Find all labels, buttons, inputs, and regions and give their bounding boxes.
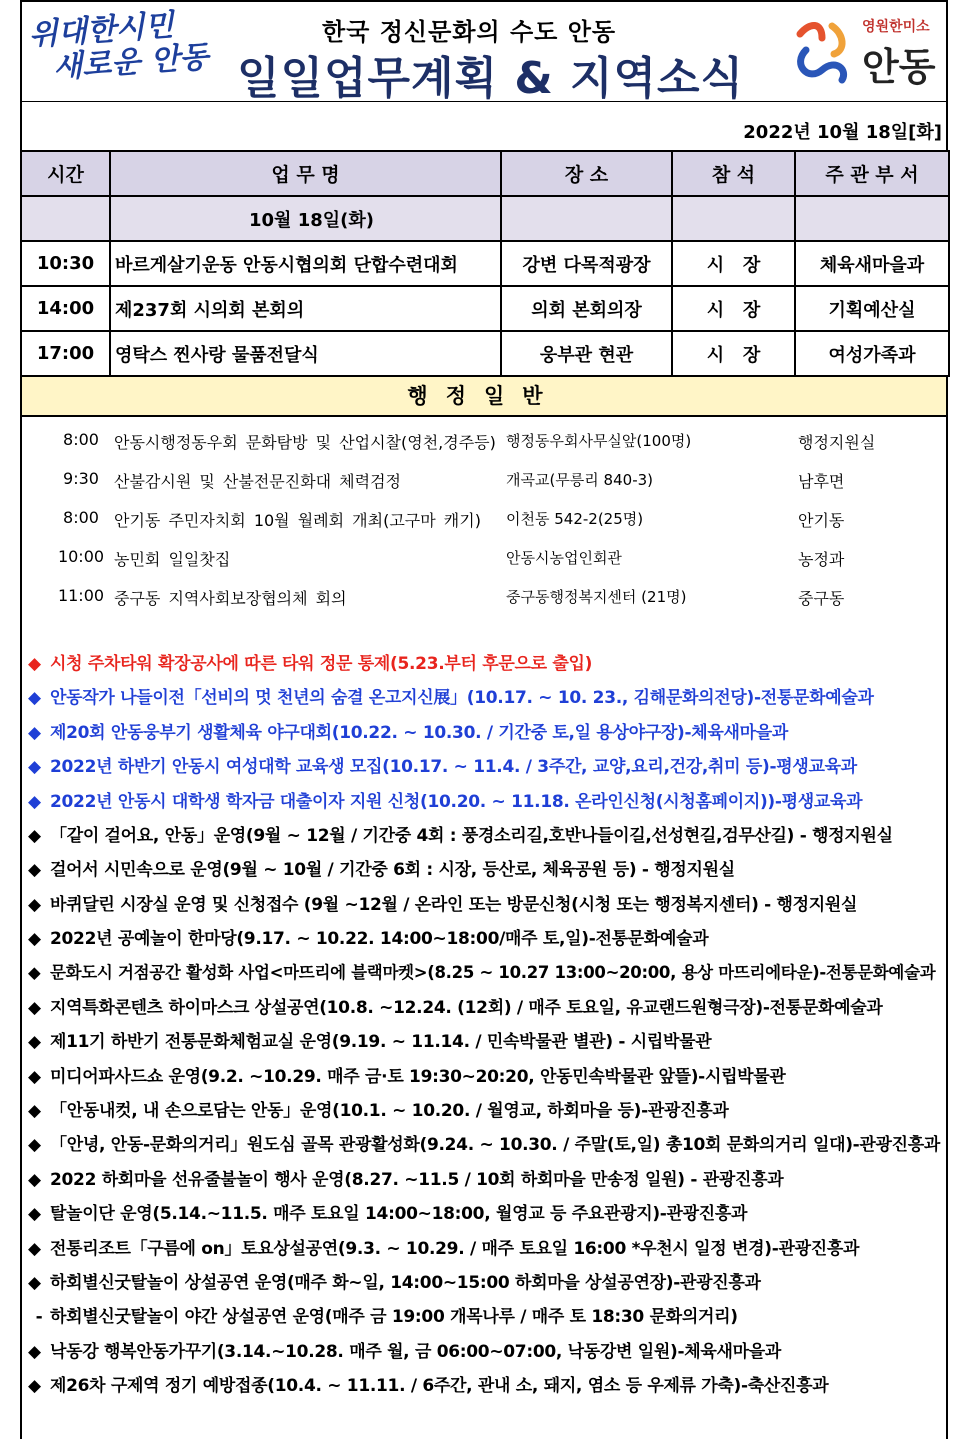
admin-dept: 농정과	[798, 550, 845, 569]
notice-list	[20, 616, 948, 1439]
date-row	[20, 102, 948, 150]
notice-text: 2022 하회마을 선유줄불놀이 행사 운영(8.27. ~11.5 / 10회 하회마을 만송정 일원) - 관광진흥과	[50, 1169, 784, 1190]
notice-item	[22, 1199, 946, 1233]
diamond-bullet-icon: ◆	[28, 894, 41, 915]
diamond-bullet-icon: ◆	[28, 1101, 41, 1122]
logo-tagline: 영원한미소	[862, 19, 930, 35]
day-label: 10월 18일(화)	[110, 196, 501, 241]
admin-dept: 중구동	[798, 589, 845, 608]
cell-time: 10:30	[21, 241, 110, 286]
diamond-bullet-icon: ◆	[28, 1066, 41, 1087]
notice-item	[22, 1130, 946, 1164]
admin-time: 11:00	[57, 586, 105, 605]
admin-place: 안동시농업인회관	[506, 549, 622, 567]
column-header: 참 석	[672, 151, 795, 196]
cell-place: 웅부관 현관	[501, 331, 672, 376]
diamond-bullet-icon: ◆	[28, 1238, 41, 1259]
header-banner	[20, 0, 948, 102]
notice-item	[22, 1337, 946, 1371]
notice-item	[22, 649, 946, 683]
empty-cell	[672, 196, 795, 241]
empty-cell	[21, 196, 110, 241]
diamond-bullet-icon: ◆	[28, 860, 41, 881]
diamond-bullet-icon: ◆	[28, 1273, 41, 1294]
notice-item	[22, 683, 946, 717]
diamond-bullet-icon: ◆	[28, 654, 41, 674]
notice-text: 2022년 안동시 대학생 학자금 대출이자 지원 신청(10.20. ~ 11.18. 온라인신청(시청홈페이지))-평생교육과	[50, 791, 863, 812]
notice-item	[22, 890, 946, 924]
notice-item	[22, 1371, 946, 1405]
notice-item	[22, 1268, 946, 1302]
empty-cell	[795, 196, 949, 241]
slogan-line-2: 새로운 안동	[52, 39, 210, 86]
admin-name: 산불감시원 및 산불전문진화대 체력검정	[114, 472, 402, 491]
cell-place: 의회 본회의장	[501, 286, 672, 331]
notice-text: 시청 주차타워 확장공사에 따른 타워 정문 통제(5.23.부터 후문으로 출입)	[50, 654, 593, 674]
cell-place: 강변 다목적광장	[501, 241, 672, 286]
list-item	[22, 460, 946, 499]
list-item	[22, 577, 946, 616]
cell-attend: 시 장	[672, 331, 795, 376]
logo-name: 안동	[862, 45, 936, 89]
admin-dept: 행정지원실	[798, 433, 876, 452]
cell-attend: 시 장	[672, 241, 795, 286]
admin-name: 안기동 주민자치회 10월 월례회 개최(고구마 캐기)	[114, 511, 481, 530]
notice-text: 지역특화콘텐츠 하이마스크 상설공연(10.8. ~12.24. (12회) / 매주 토요일, 유교랜드원형극장)-전통문화예술과	[50, 997, 883, 1018]
notice-item	[22, 1062, 946, 1096]
day-row	[21, 196, 949, 241]
column-header: 시간	[21, 151, 110, 196]
notice-item	[22, 1234, 946, 1268]
column-header: 주 관 부 서	[795, 151, 949, 196]
notice-text: 전통리조트「구름에 on」토요상설공연(9.3. ~ 10.29. / 매주 토요일 16:00 *우천시 일정 변경)-관광진흥과	[50, 1238, 860, 1259]
diamond-bullet-icon: ◆	[28, 825, 41, 846]
notice-item	[22, 821, 946, 855]
slogan-line-1: 위대한시민	[27, 7, 175, 53]
andong-logo-icon	[792, 20, 854, 84]
dash-bullet: -	[35, 1307, 43, 1328]
admin-place: 행정동우회사무실앞(100명)	[506, 432, 692, 450]
notice-item	[22, 924, 946, 958]
admin-place: 개곡교(무릉리 840-3)	[506, 471, 653, 489]
document-page	[20, 0, 948, 1439]
notice-text: 「안동내컷, 내 손으로담는 안동」운영(10.1. ~ 10.20. / 월영교, 하회마을 등)-관광진흥과	[50, 1101, 729, 1122]
column-header: 장 소	[501, 151, 672, 196]
notice-text: 바퀴달린 시장실 운영 및 신청접수 (9월 ~12월 / 온라인 또는 방문신청(시청 또는 행정복지센터) - 행정지원실	[50, 894, 858, 915]
notice-text: 문화도시 거점공간 활성화 사업<마뜨리에 블랙마켓>(8.25 ~ 10.27 13:00~20:00, 용상 마뜨리에타운)-전통문화예술과	[50, 962, 936, 982]
admin-list	[20, 417, 948, 616]
diamond-bullet-icon: ◆	[28, 688, 41, 709]
schedule-table	[20, 150, 950, 377]
notice-text: 「안녕, 안동-문화의거리」원도심 골목 관광활성화(9.24. ~ 10.30. / 주말(토,일) 총10회 문화의거리 일대)-관광진흥과	[50, 1135, 941, 1156]
admin-heading: 행정일반	[20, 377, 948, 417]
cell-task: 영탁스 찐사랑 물품전달식	[110, 331, 501, 376]
cell-time: 17:00	[21, 331, 110, 376]
notice-item	[22, 855, 946, 889]
diamond-bullet-icon: ◆	[28, 791, 41, 812]
notice-item	[22, 1027, 946, 1061]
diamond-bullet-icon: ◆	[28, 962, 41, 982]
column-header: 업 무 명	[110, 151, 501, 196]
diamond-bullet-icon: ◆	[28, 1341, 41, 1362]
diamond-bullet-icon: ◆	[28, 1204, 41, 1225]
table-row	[21, 331, 949, 376]
admin-name: 농민회 일일찻집	[114, 550, 231, 569]
notice-text: 제26차 구제역 정기 예방접종(10.4. ~ 11.11. / 6주간, 관내 소, 돼지, 염소 등 우제류 가축)-축산진흥과	[50, 1376, 829, 1397]
notice-item	[22, 787, 946, 821]
diamond-bullet-icon: ◆	[28, 722, 41, 743]
notice-item	[22, 718, 946, 752]
admin-time: 10:00	[57, 547, 105, 566]
admin-name: 안동시행정동우회 문화탐방 및 산업시찰(영천,경주등)	[114, 433, 496, 452]
notice-text: 제20회 안동웅부기 생활체육 야구대회(10.22. ~ 10.30. / 기간중 토,일 용상야구장)-체육새마을과	[50, 722, 788, 743]
diamond-bullet-icon: ◆	[28, 757, 41, 778]
schedule-header-row	[21, 151, 949, 196]
diamond-bullet-icon: ◆	[28, 929, 41, 950]
list-item	[22, 499, 946, 538]
diamond-bullet-icon: ◆	[28, 1169, 41, 1190]
notice-text: 낙동강 행복안동가꾸기(3.14.~10.28. 매주 월, 금 06:00~07:00, 낙동강변 일원)-체육새마을과	[50, 1341, 781, 1362]
admin-name: 중구동 지역사회보장협의체 회의	[114, 589, 347, 608]
cell-time: 14:00	[21, 286, 110, 331]
cell-task: 제237회 시의회 본회의	[110, 286, 501, 331]
admin-dept: 남후면	[798, 472, 845, 491]
notice-text: 제11기 하반기 전통문화체험교실 운영(9.19. ~ 11.14. / 민속박물관 별관) - 시립박물관	[50, 1032, 712, 1053]
cell-dept: 체육새마을과	[795, 241, 949, 286]
notice-text: 걸어서 시민속으로 운영(9월 ~ 10월 / 기간중 6회 : 시장, 등산로, 체육공원 등) - 행정지원실	[50, 860, 735, 881]
report-date: 2022년 10월 18일[화]	[743, 122, 942, 143]
notice-item	[22, 1302, 946, 1336]
empty-cell	[501, 196, 672, 241]
page-title: 일일업무계획 & 지역소식	[237, 53, 745, 104]
cell-attend: 시 장	[672, 286, 795, 331]
cell-task: 바르게살기운동 안동시협의회 단합수련대회	[110, 241, 501, 286]
list-item	[22, 538, 946, 577]
diamond-bullet-icon: ◆	[28, 997, 41, 1018]
cell-dept: 기획예산실	[795, 286, 949, 331]
notice-item	[22, 959, 946, 993]
notice-text: 하회별신굿탈놀이 야간 상설공연 운영(매주 금 19:00 개목나루 / 매주 토 18:30 문화의거리)	[50, 1307, 738, 1328]
cell-dept: 여성가족과	[795, 331, 949, 376]
diamond-bullet-icon: ◆	[28, 1135, 41, 1156]
list-item	[22, 421, 946, 460]
notice-text: 「같이 걸어요, 안동」운영(9월 ~ 12월 / 기간중 4회 : 풍경소리길,호반나들이길,선성현길,검무산길) - 행정지원실	[50, 825, 893, 846]
admin-dept: 안기동	[798, 511, 845, 530]
slogan-logo	[28, 5, 232, 87]
notice-text: 미디어파사드쇼 운영(9.2. ~10.29. 매주 금·토 19:30~20:20, 안동민속박물관 앞뜰)-시립박물관	[50, 1066, 786, 1087]
admin-place: 이천동 542-2(25명)	[506, 510, 644, 528]
notice-text: 2022년 공예놀이 한마당(9.17. ~ 10.22. 14:00~18:00/매주 토,일)-전통문화예술과	[50, 929, 709, 950]
table-row	[21, 286, 949, 331]
diamond-bullet-icon: ◆	[28, 1032, 41, 1053]
table-row	[21, 241, 949, 286]
notice-text: 하회별신굿탈놀이 상설공연 운영(매주 화~일, 14:00~15:00 하회마을 상설공연장)-관광진흥과	[50, 1273, 761, 1294]
notice-text: 2022년 하반기 안동시 여성대학 교육생 모집(10.17. ~ 11.4. / 3주간, 교양,요리,건강,취미 등)-평생교육과	[50, 757, 857, 778]
notice-text: 탈놀이단 운영(5.14.~11.5. 매주 토요일 14:00~18:00, 월영교 등 주요관광지)-관광진흥과	[50, 1204, 748, 1225]
diamond-bullet-icon: ◆	[28, 1376, 41, 1397]
admin-place: 중구동행정복지센터 (21명)	[506, 588, 687, 606]
notice-item	[22, 1096, 946, 1130]
admin-time: 8:00	[63, 430, 99, 449]
notice-text: 안동작가 나들이전「선비의 멋 천년의 숨결 온고지신展」(10.17. ~ 10. 23., 김해문화의전당)-전통문화예술과	[50, 688, 874, 709]
notice-item	[22, 752, 946, 786]
header-subtitle: 한국 정신문화의 수도 안동	[322, 18, 617, 46]
admin-time: 9:30	[63, 469, 99, 488]
admin-time: 8:00	[63, 508, 99, 527]
notice-item	[22, 1165, 946, 1199]
notice-item	[22, 993, 946, 1027]
